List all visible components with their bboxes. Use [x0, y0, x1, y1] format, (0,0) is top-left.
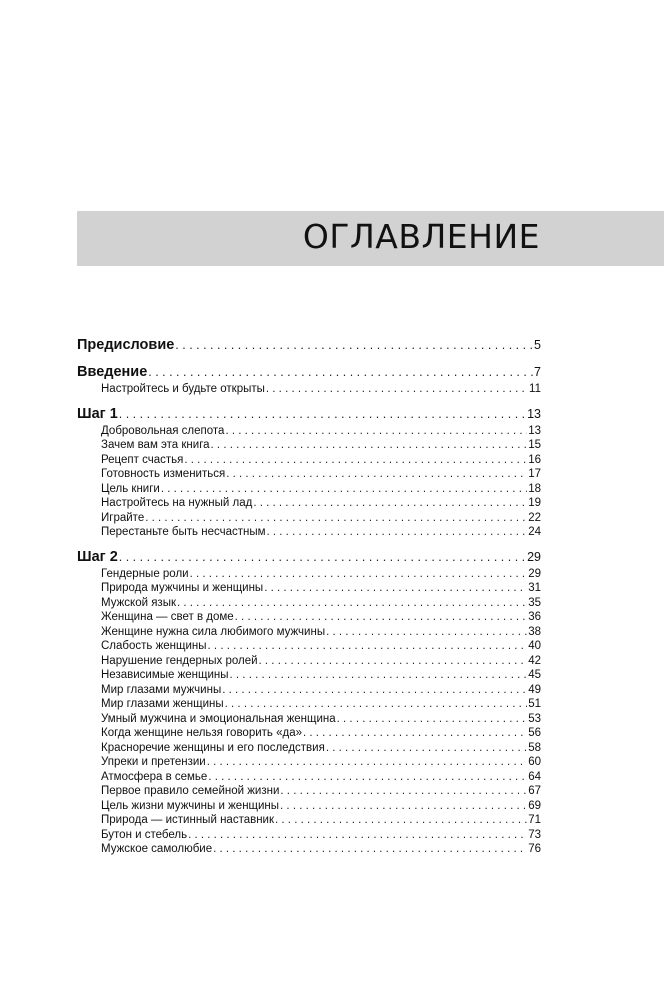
toc-entry-minor — [77, 453, 541, 468]
toc-entry-page: 16 — [528, 453, 541, 466]
toc-entry-title: Женщина — свет в доме — [101, 611, 234, 623]
toc-entry-page: 69 — [528, 799, 541, 812]
toc-leader-dots — [280, 784, 527, 799]
toc-entry-page: 38 — [528, 625, 541, 638]
toc-section — [77, 336, 541, 355]
toc-leader-dots — [275, 813, 527, 828]
toc-entry-minor — [77, 668, 541, 683]
toc-entry-page: 73 — [528, 828, 541, 841]
toc-entry-minor — [77, 726, 541, 741]
toc-entry-page: 36 — [528, 611, 541, 623]
toc-entry-title: Гендерные роли — [101, 567, 189, 580]
toc-leader-dots — [253, 496, 527, 511]
toc-entry-title: Слабость женщины — [101, 640, 207, 652]
toc-entry-minor — [77, 770, 541, 785]
toc-leader-dots — [119, 548, 526, 567]
toc-leader-dots — [175, 336, 533, 355]
toc-entry-page: 53 — [528, 712, 541, 725]
toc-entry-page: 13 — [528, 424, 541, 437]
toc-entry-page: 49 — [528, 683, 541, 696]
toc-entry-major — [77, 405, 541, 424]
toc-entry-major — [77, 363, 541, 382]
toc-entry-title: Умный мужчина и эмоциональная женщина — [101, 712, 336, 725]
toc-leader-dots — [226, 467, 527, 482]
toc-entry-title: Шаг 1 — [77, 405, 118, 422]
toc-entry-minor — [77, 697, 541, 712]
toc-entry-minor — [77, 828, 541, 843]
toc-entry-title: Когда женщине нельзя говорить «да» — [101, 727, 302, 739]
toc-entry-page: 40 — [528, 640, 541, 652]
toc-leader-dots — [225, 424, 527, 439]
toc-entry-minor — [77, 799, 541, 814]
toc-leader-dots — [213, 842, 527, 857]
toc-leader-dots — [119, 405, 526, 424]
toc-entry-page: 31 — [528, 582, 541, 594]
toc-entry-title: Мужской язык — [101, 596, 177, 609]
toc-entry-title: Введение — [77, 364, 148, 380]
toc-entry-title: Цель жизни мужчины и женщины — [101, 799, 280, 812]
toc-leader-dots — [222, 683, 527, 698]
toc-entry-title: Нарушение гендерных ролей — [101, 654, 258, 667]
toc-leader-dots — [267, 525, 528, 540]
toc-entry-minor — [77, 755, 541, 770]
toc-entry-title: Женщине нужна сила любимого мужчины — [101, 625, 326, 638]
toc-entry-minor — [77, 482, 541, 497]
toc-entry-page: 58 — [528, 741, 541, 754]
toc-entry-page: 29 — [528, 567, 541, 580]
toc-entry-major — [77, 336, 541, 355]
toc-entry-minor — [77, 567, 541, 582]
toc-entry-page: 5 — [534, 338, 541, 352]
toc-entry-title: Мужское самолюбие — [101, 843, 213, 855]
toc-entry-title: Цель книги — [101, 482, 160, 495]
toc-entry-page: 7 — [534, 365, 541, 379]
toc-leader-dots — [208, 639, 528, 654]
toc-entry-page: 56 — [528, 727, 541, 739]
toc-entry-minor — [77, 625, 541, 640]
toc-entry-title: Мир глазами мужчины — [101, 683, 222, 696]
toc-leader-dots — [207, 755, 527, 770]
toc-leader-dots — [188, 828, 527, 843]
toc-entry-title: Мир глазами женщины — [101, 698, 224, 710]
toc-section — [77, 548, 541, 857]
toc-leader-dots — [161, 482, 527, 497]
toc-entry-page: 71 — [528, 814, 541, 826]
toc-entry-minor — [77, 382, 541, 397]
toc-entry-title: Добровольная слепота — [101, 424, 225, 437]
toc-entry-title: Красноречие женщины и его последствия — [101, 741, 325, 754]
toc-entry-minor — [77, 741, 541, 756]
toc-leader-dots — [148, 363, 533, 382]
toc-leader-dots — [303, 726, 527, 741]
toc-entry-page: 15 — [528, 439, 541, 451]
toc-section — [77, 363, 541, 397]
toc-entry-page: 76 — [528, 843, 541, 855]
toc-entry-minor — [77, 813, 541, 828]
toc-entry-minor — [77, 639, 541, 654]
toc-entry-page: 45 — [528, 669, 541, 681]
toc-entry-minor — [77, 654, 541, 669]
toc-entry-minor — [77, 683, 541, 698]
toc-entry-minor — [77, 581, 541, 596]
toc-entry-title: Природа мужчины и женщины — [101, 582, 264, 594]
toc-entry-title: Зачем вам эта книга — [101, 439, 210, 451]
toc-leader-dots — [337, 712, 528, 727]
toc-entry-title: Настройтесь и будьте открыты — [101, 383, 265, 395]
toc-leader-dots — [184, 453, 527, 468]
toc-section — [77, 405, 541, 540]
toc-leader-dots — [326, 625, 527, 640]
toc-entry-title: Настройтесь на нужный лад — [101, 497, 253, 509]
toc-leader-dots — [326, 741, 527, 756]
toc-entry-minor — [77, 438, 541, 453]
table-of-contents — [77, 336, 541, 865]
toc-leader-dots — [266, 382, 528, 397]
toc-entry-page: 22 — [528, 511, 541, 524]
toc-entry-page: 24 — [528, 526, 541, 538]
toc-entry-title: Рецепт счастья — [101, 453, 184, 466]
toc-entry-title: Первое правило семейной жизни — [101, 785, 280, 797]
toc-entry-minor — [77, 784, 541, 799]
toc-entry-title: Природа — истинный наставник — [101, 814, 275, 826]
toc-leader-dots — [230, 668, 528, 683]
toc-entry-page: 11 — [529, 383, 541, 395]
toc-entry-page: 51 — [528, 698, 541, 710]
toc-entry-title: Перестаньте быть несчастным — [101, 526, 266, 538]
toc-entry-minor — [77, 525, 541, 540]
toc-entry-page: 17 — [528, 468, 541, 480]
toc-entry-page: 42 — [528, 654, 541, 667]
toc-entry-page: 19 — [528, 497, 541, 509]
toc-entry-minor — [77, 610, 541, 625]
toc-entry-page: 60 — [528, 756, 541, 768]
toc-entry-page: 13 — [527, 406, 541, 421]
toc-entry-title: Шаг 2 — [77, 548, 118, 565]
toc-entry-title: Независимые женщины — [101, 669, 229, 681]
toc-entry-page: 35 — [528, 596, 541, 609]
toc-entry-minor — [77, 842, 541, 857]
toc-entry-page: 18 — [528, 482, 541, 495]
toc-entry-minor — [77, 712, 541, 727]
toc-entry-major — [77, 548, 541, 567]
page-title: ОГЛАВЛЕНИЕ — [302, 217, 540, 256]
toc-entry-minor — [77, 424, 541, 439]
toc-leader-dots — [145, 511, 527, 526]
toc-entry-title: Атмосфера в семье — [101, 770, 208, 783]
toc-entry-title: Упреки и претензии — [101, 756, 206, 768]
toc-entry-minor — [77, 596, 541, 611]
heading-bar — [77, 211, 664, 266]
toc-entry-minor — [77, 496, 541, 511]
toc-entry-page: 67 — [528, 785, 541, 797]
toc-leader-dots — [211, 438, 528, 453]
toc-entry-title: Готовность измениться — [101, 468, 226, 480]
toc-entry-title: Играйте — [101, 511, 145, 524]
toc-leader-dots — [264, 581, 527, 596]
toc-entry-title: Предисловие — [77, 337, 175, 353]
toc-leader-dots — [235, 610, 528, 625]
toc-entry-page: 29 — [527, 549, 541, 564]
toc-leader-dots — [225, 697, 528, 712]
toc-entry-minor — [77, 511, 541, 526]
toc-entry-page: 64 — [528, 770, 541, 783]
toc-leader-dots — [280, 799, 527, 814]
toc-entry-title: Бутон и стебель — [101, 828, 188, 841]
toc-leader-dots — [190, 567, 528, 582]
toc-leader-dots — [259, 654, 528, 669]
toc-leader-dots — [177, 596, 527, 611]
toc-entry-minor — [77, 467, 541, 482]
toc-leader-dots — [208, 770, 527, 785]
